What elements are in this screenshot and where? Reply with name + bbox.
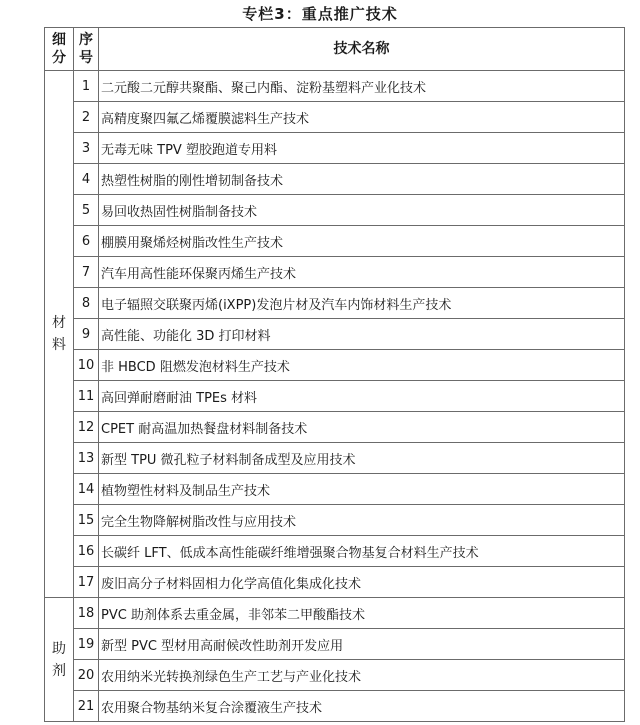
technology-name: 长碳纤 LFT、低成本高性能碳纤维增强聚合物基复合材料生产技术: [99, 536, 625, 567]
technology-name: 电子辐照交联聚丙烯(iXPP)发泡片材及汽车内饰材料生产技术: [99, 288, 625, 319]
technology-name: 非 HBCD 阻燃发泡材料生产技术: [99, 350, 625, 381]
header-name: 技术名称: [99, 28, 625, 71]
technology-name: 农用聚合物基纳米复合涂覆液生产技术: [99, 691, 625, 722]
table-row: [45, 381, 625, 412]
row-number: 3: [74, 133, 99, 164]
row-number: 16: [74, 536, 99, 567]
row-number: 5: [74, 195, 99, 226]
table-row: [45, 536, 625, 567]
header-number: 序号: [74, 28, 99, 71]
table-row: [45, 350, 625, 381]
technology-name: CPET 耐高温加热餐盘材料制备技术: [99, 412, 625, 443]
row-number: 1: [74, 71, 99, 102]
technology-name: 废旧高分子材料固相力化学高值化集成化技术: [99, 567, 625, 598]
row-number: 18: [74, 598, 99, 629]
technology-name: 新型 TPU 微孔粒子材料制备成型及应用技术: [99, 443, 625, 474]
table-row: [45, 71, 625, 102]
table-row: [45, 505, 625, 536]
row-number: 12: [74, 412, 99, 443]
row-number: 4: [74, 164, 99, 195]
row-number: 9: [74, 319, 99, 350]
row-number: 6: [74, 226, 99, 257]
technology-name: 高回弹耐磨耐油 TPEs 材料: [99, 381, 625, 412]
row-number: 21: [74, 691, 99, 722]
row-number: 14: [74, 474, 99, 505]
row-number: 8: [74, 288, 99, 319]
category-cell: 材料: [45, 71, 74, 598]
table-row: [45, 443, 625, 474]
table-row: [45, 226, 625, 257]
table-row: [45, 660, 625, 691]
technology-name: 高性能、功能化 3D 打印材料: [99, 319, 625, 350]
row-number: 7: [74, 257, 99, 288]
technology-name: 二元酸二元醇共聚酯、聚己内酯、淀粉基塑料产业化技术: [99, 71, 625, 102]
row-number: 10: [74, 350, 99, 381]
table-row: [45, 567, 625, 598]
row-number: 13: [74, 443, 99, 474]
technology-name: 植物塑性材料及制品生产技术: [99, 474, 625, 505]
table-row: [45, 288, 625, 319]
header-category: 细分: [45, 28, 74, 71]
technology-table: [44, 27, 625, 722]
row-number: 20: [74, 660, 99, 691]
technology-name: 汽车用高性能环保聚丙烯生产技术: [99, 257, 625, 288]
category-cell: 助剂: [45, 598, 74, 722]
table-row: [45, 474, 625, 505]
row-number: 11: [74, 381, 99, 412]
row-number: 15: [74, 505, 99, 536]
technology-name: 热塑性树脂的刚性增韧制备技术: [99, 164, 625, 195]
technology-name: 无毒无味 TPV 塑胶跑道专用料: [99, 133, 625, 164]
row-number: 2: [74, 102, 99, 133]
table-row: [45, 164, 625, 195]
technology-name: PVC 助剂体系去重金属，非邻苯二甲酸酯技术: [99, 598, 625, 629]
table-row: [45, 629, 625, 660]
table-header-row: [45, 28, 625, 71]
table-row: [45, 598, 625, 629]
technology-name: 新型 PVC 型材用高耐候改性助剂开发应用: [99, 629, 625, 660]
technology-name: 高精度聚四氟乙烯覆膜滤料生产技术: [99, 102, 625, 133]
technology-name: 完全生物降解树脂改性与应用技术: [99, 505, 625, 536]
table-row: [45, 133, 625, 164]
row-number: 17: [74, 567, 99, 598]
table-row: [45, 319, 625, 350]
technology-name: 农用纳米光转换剂绿色生产工艺与产业化技术: [99, 660, 625, 691]
technology-name: 棚膜用聚烯烃树脂改性生产技术: [99, 226, 625, 257]
technology-name: 易回收热固性树脂制备技术: [99, 195, 625, 226]
table-row: [45, 257, 625, 288]
table-row: [45, 195, 625, 226]
table-row: [45, 412, 625, 443]
table-row: [45, 102, 625, 133]
row-number: 19: [74, 629, 99, 660]
table-row: [45, 691, 625, 722]
page-title: 专栏3：重点推广技术: [242, 5, 398, 23]
